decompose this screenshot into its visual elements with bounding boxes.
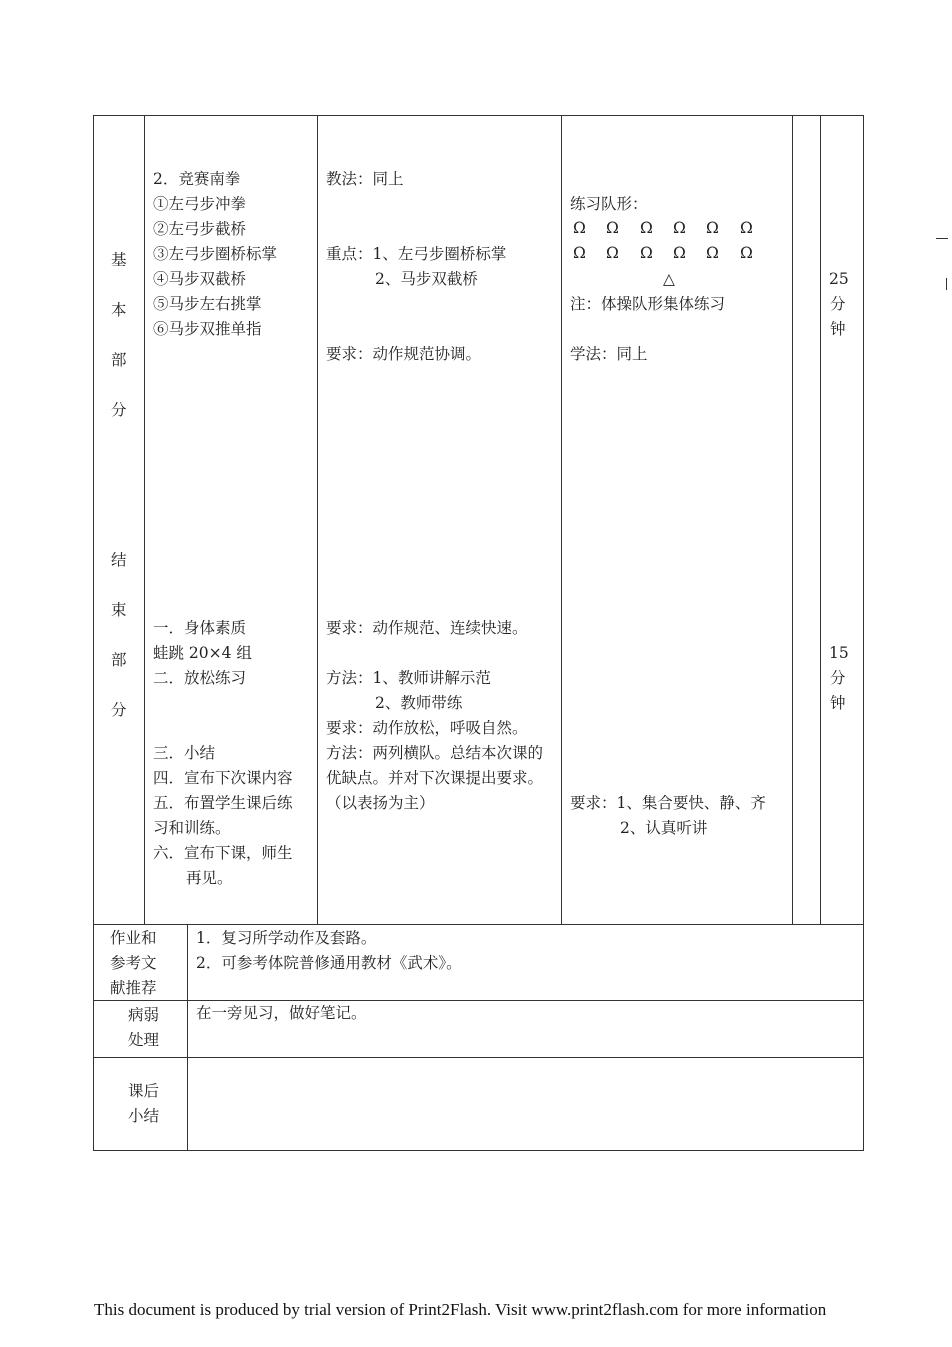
student-mark: Ω bbox=[640, 219, 653, 237]
content-line: 2．竞赛南拳 bbox=[153, 170, 241, 188]
homework-item: 1．复习所学动作及套路。 bbox=[196, 929, 377, 947]
edge-mark bbox=[946, 278, 947, 290]
summary-label-line: 课后 bbox=[128, 1082, 160, 1100]
table-border-top bbox=[93, 115, 864, 116]
content-line: ④马步双截桥 bbox=[153, 270, 247, 288]
method-line: 要求：动作规范协调。 bbox=[326, 345, 482, 363]
student-mark: Ω bbox=[740, 219, 753, 237]
table-border-bottom bbox=[93, 1150, 864, 1151]
sick-text: 在一旁见习，做好笔记。 bbox=[196, 1004, 367, 1022]
time-value: 25 bbox=[829, 270, 849, 288]
content-line: 四．宣布下次课内容 bbox=[153, 769, 293, 787]
student-mark: Ω bbox=[673, 244, 686, 262]
method-line: （以表扬为主） bbox=[326, 794, 435, 812]
content-line: ⑤马步左右挑掌 bbox=[153, 295, 262, 313]
student-mark: Ω bbox=[606, 219, 619, 237]
method-line: 优缺点。并对下次课提出要求。 bbox=[326, 769, 544, 787]
method-line: 要求：动作规范、连续快速。 bbox=[326, 619, 528, 637]
column-divider bbox=[317, 115, 318, 925]
section-char: 分 bbox=[111, 401, 127, 419]
student-mark: Ω bbox=[640, 244, 653, 262]
table-border-left bbox=[93, 115, 94, 1151]
formation-title: 练习队形： bbox=[570, 195, 648, 213]
student-mark: Ω bbox=[573, 219, 586, 237]
method-line: 重点：1、左弓步圈桥标掌 bbox=[326, 245, 507, 263]
column-divider bbox=[792, 115, 793, 925]
sick-label-line: 病弱 bbox=[128, 1006, 160, 1024]
table-row-divider bbox=[93, 924, 864, 925]
section-char: 束 bbox=[111, 601, 127, 619]
content-line: 一．身体素质 bbox=[153, 619, 247, 637]
section-char: 本 bbox=[111, 301, 127, 319]
study-method: 学法：同上 bbox=[570, 345, 648, 363]
method-line: 方法：两列横队。总结本次课的 bbox=[326, 744, 544, 762]
column-divider bbox=[561, 115, 562, 925]
label-column-divider bbox=[187, 924, 188, 1151]
formation-note: 注：体操队形集体练习 bbox=[570, 295, 726, 313]
section-char: 基 bbox=[111, 251, 127, 269]
method-line: 2、马步双截桥 bbox=[375, 270, 478, 288]
method-line: 教法：同上 bbox=[326, 170, 404, 188]
content-line: 五．布置学生课后练 bbox=[153, 794, 293, 812]
table-row-divider bbox=[93, 1057, 864, 1058]
content-line: 二．放松练习 bbox=[153, 669, 247, 687]
content-line: 蛙跳 20×4 组 bbox=[153, 644, 252, 662]
column-divider bbox=[820, 115, 821, 925]
content-line: ②左弓步截桥 bbox=[153, 220, 247, 238]
content-line: ③左弓步圈桥标掌 bbox=[153, 245, 278, 263]
section-char: 部 bbox=[111, 651, 127, 669]
homework-label-line: 参考文 bbox=[110, 954, 157, 972]
student-mark: Ω bbox=[573, 244, 586, 262]
time-value: 15 bbox=[829, 644, 849, 662]
content-line: ①左弓步冲拳 bbox=[153, 195, 247, 213]
homework-label-line: 作业和 bbox=[110, 929, 157, 947]
content-line: 再见。 bbox=[186, 869, 233, 887]
trial-version-footer: This document is produced by trial version of Print2Flash. Visit www.print2flash.com for more information bbox=[94, 1300, 827, 1319]
section-char: 分 bbox=[111, 701, 127, 719]
time-unit: 钟 bbox=[830, 694, 846, 712]
student-mark: Ω bbox=[606, 244, 619, 262]
summary-label-line: 小结 bbox=[128, 1107, 160, 1125]
method-line: 2、教师带练 bbox=[375, 694, 463, 712]
time-unit: 分 bbox=[830, 295, 846, 313]
section-char: 部 bbox=[111, 351, 127, 369]
org-line: 要求：1、集合要快、静、齐 bbox=[570, 794, 766, 812]
teacher-mark: △ bbox=[663, 270, 675, 288]
sick-label-line: 处理 bbox=[128, 1031, 160, 1049]
student-mark: Ω bbox=[706, 244, 719, 262]
content-line: 习和训练。 bbox=[153, 819, 231, 837]
student-mark: Ω bbox=[673, 219, 686, 237]
time-unit: 钟 bbox=[830, 320, 846, 338]
table-border-right bbox=[863, 115, 864, 1151]
homework-item: 2．可参考体院普修通用教材《武术》。 bbox=[196, 954, 462, 972]
student-mark: Ω bbox=[740, 244, 753, 262]
method-line: 要求：动作放松，呼吸自然。 bbox=[326, 719, 528, 737]
homework-label-line: 献推荐 bbox=[110, 979, 157, 997]
org-line: 2、认真听讲 bbox=[620, 819, 708, 837]
time-unit: 分 bbox=[830, 669, 846, 687]
column-divider bbox=[144, 115, 145, 925]
edge-mark bbox=[936, 238, 948, 239]
content-line: 三．小结 bbox=[153, 744, 216, 762]
method-line: 方法：1、教师讲解示范 bbox=[326, 669, 491, 687]
content-line: 六．宣布下课，师生 bbox=[153, 844, 293, 862]
content-line: ⑥马步双推单指 bbox=[153, 320, 262, 338]
student-mark: Ω bbox=[706, 219, 719, 237]
section-char: 结 bbox=[111, 551, 127, 569]
